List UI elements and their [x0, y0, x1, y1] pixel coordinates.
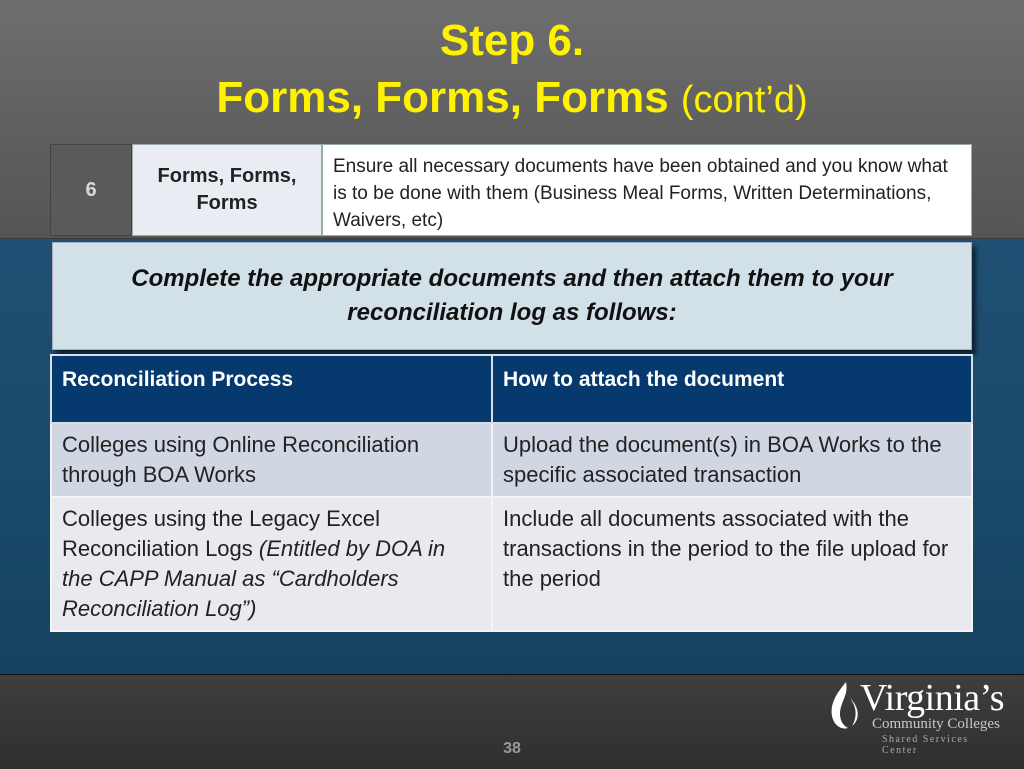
title-line-2 [0, 68, 1024, 130]
vccs-logo [826, 676, 1006, 756]
step-row [50, 144, 972, 236]
header-attach: How to attach the document [492, 355, 972, 423]
instruction-callout [52, 242, 972, 350]
legacy-prefix: Colleges using the Legacy Excel Reconciliation Logs [62, 506, 380, 561]
step-number: 6 [50, 144, 132, 236]
table-row [51, 423, 972, 497]
header-process: Reconciliation Process [51, 355, 492, 423]
cell-process-legacy [51, 497, 492, 631]
step-name: Forms, Forms, Forms [132, 144, 322, 236]
reconciliation-table [50, 354, 973, 632]
table-row [51, 497, 972, 631]
title-main: Forms, Forms, Forms [216, 73, 669, 122]
title-sub: (cont’d) [680, 79, 808, 121]
title-line-1: Step 6. [439, 16, 585, 65]
logo-line-3: Shared Services Center [882, 734, 969, 756]
cell-attach-online: Upload the document(s) in BOA Works to the specific associated transaction [492, 423, 972, 497]
table-header-row [51, 355, 972, 423]
callout-text: Complete the appropriate documents and then attach them to your reconciliation log as follows: [131, 265, 893, 326]
logo-line-2: Community Colleges [872, 716, 1000, 732]
cell-attach-legacy: Include all documents associated with the transactions in the period to the file upload for the period [492, 497, 972, 631]
slide-title [0, 14, 1024, 130]
logo-line-1: Virginia’s [860, 677, 1005, 719]
cell-process-online: Colleges using Online Reconciliation through BOA Works [51, 423, 492, 497]
legacy-note: (Entitled by DOA in the CAPP Manual as “Cardholders Reconciliation Log”) [62, 536, 446, 621]
page-number: 38 [503, 740, 521, 757]
step-description: Ensure all necessary documents have been obtained and you know what is to be done with them (Business Meal Forms, Written Determinations, Waivers, etc) [322, 144, 972, 236]
flame-logo-icon [826, 680, 862, 732]
